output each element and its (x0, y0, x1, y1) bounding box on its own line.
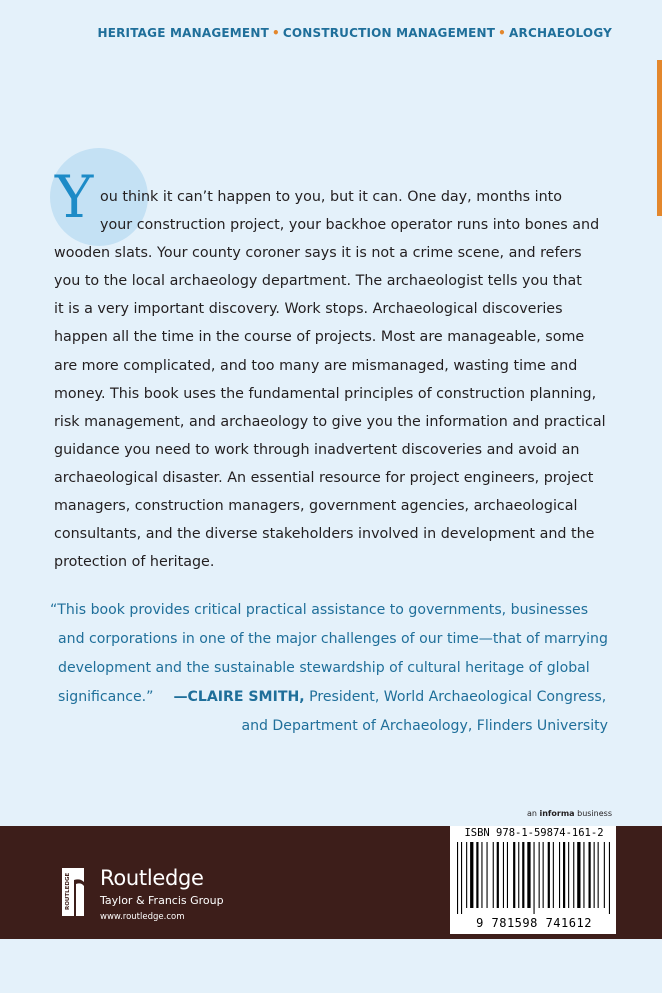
description-line: it is a very important discovery. Work stops. Archaeological discoveries (54, 301, 563, 318)
quote-line-attribution (50, 683, 616, 712)
barcode-icon (455, 842, 613, 914)
informa-business-tag (527, 809, 612, 818)
quote-last-line: significance.” (58, 689, 154, 705)
description-line: protection of heritage. (54, 554, 215, 571)
drop-cap-letter: Y (55, 163, 94, 231)
series-item-heritage: HERITAGE MANAGEMENT (97, 26, 269, 40)
routledge-logo-icon (60, 866, 86, 918)
book-description (54, 183, 624, 576)
description-line: managers, construction managers, government agencies, archaeological (54, 498, 578, 515)
description-line: money. This book uses the fundamental principles of construction planning, (54, 385, 597, 402)
series-separator: • (498, 26, 507, 40)
description-line: your construction project, your backhoe operator runs into bones and (100, 217, 600, 234)
endorser-role: President, World Archaeological Congress, (309, 689, 607, 705)
publisher-group: Taylor & Francis Group (100, 894, 224, 907)
informa-prefix: an (526, 809, 537, 818)
endorsement-quote (50, 596, 616, 741)
isbn-label: ISBN 978-1-59874-161-2 (464, 827, 604, 839)
informa-suffix: business (577, 809, 612, 818)
spine-accent-strip (657, 60, 662, 216)
publisher-url: www.routledge.com (100, 912, 185, 922)
quote-line: and corporations in one of the major challenges of our time—that of marrying (58, 631, 608, 647)
description-line: guidance you need to work through inadvertent discoveries and avoid an (54, 441, 580, 458)
informa-brand: informa (539, 809, 575, 818)
quote-line: development and the sustainable stewardship of cultural heritage of global (58, 660, 590, 676)
quote-line: “This book provides critical practical assistance to governments, businesses (50, 602, 589, 618)
series-categories (97, 26, 612, 40)
description-line: ou think it can’t happen to you, but it can. One day, months into (100, 189, 563, 205)
description-line: you to the local archaeology department. The archaeologist tells you that (54, 273, 582, 290)
endorser-name: —CLAIRE SMITH, (173, 689, 305, 705)
series-separator: • (271, 26, 280, 40)
description-line: risk management, and archaeology to give you the information and practical (54, 413, 606, 430)
description-line: wooden slats. Your county coroner says it is not a crime scene, and refers (54, 245, 582, 262)
publisher-name: Routledge (100, 866, 204, 890)
description-line: consultants, and the diverse stakeholders involved in development and the (54, 526, 595, 543)
isbn-digits: 9 781598 741612 (476, 916, 592, 930)
description-line: happen all the time in the course of projects. Most are manageable, some (54, 329, 585, 346)
logo-text: ROUTLEDGE (65, 872, 71, 910)
description-line: archaeological disaster. An essential resource for project engineers, project (54, 469, 594, 486)
description-line: are more complicated, and too many are mismanaged, wasting time and (54, 357, 578, 374)
endorser-affiliation: and Department of Archaeology, Flinders University (241, 718, 608, 734)
series-item-archaeology: ARCHAEOLOGY (509, 26, 612, 40)
series-item-construction: CONSTRUCTION MANAGEMENT (282, 26, 496, 40)
